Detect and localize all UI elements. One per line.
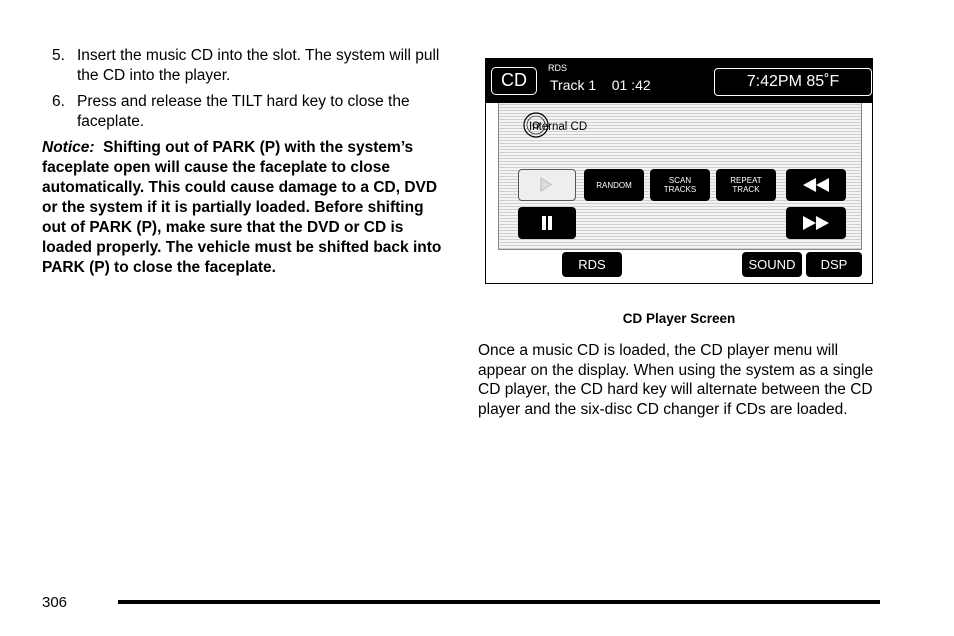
dsp-button: DSP [806,252,862,277]
repeat-track-button: REPEAT TRACK [716,169,776,201]
scan-tracks-button: SCAN TRACKS [650,169,710,201]
fast-forward-button [786,207,846,239]
notice-label: Notice: [42,139,95,156]
rewind-icon [801,178,831,192]
cd-button: CD [491,67,537,95]
figure-caption: CD Player Screen [622,311,736,326]
notice-text: Shifting out of PARK (P) with the system’s faceplate open will cause the faceplate to close automatically. This could cause damage to a CD, DVD or the system if it is partially loaded. Before shifting out of PARK (P), make sure that the DVD or CD is loaded properly. The vehicle must be shifted back into PARK (P) to close the faceplate. [42,139,442,276]
page-number: 306 [42,594,68,611]
rewind-button [786,169,846,201]
pause-button [518,207,576,239]
play-button [518,169,576,201]
cd-player-screen-illustration [485,58,873,284]
rds-indicator: RDS [548,63,568,73]
time-temp-box: 7:42PM 85˚F [714,68,872,96]
pause-icon [540,216,554,230]
disc-label: Internal CD [529,121,588,133]
fast-forward-icon [801,216,831,230]
play-icon [519,170,574,199]
left-column [42,46,442,278]
footer-rule [118,600,880,604]
random-button: RANDOM [584,169,644,201]
step-number: 5. [52,47,65,64]
notice-paragraph [42,138,442,278]
screen-top-bar [486,59,872,103]
step-5 [42,46,442,86]
step-number: 6. [52,93,65,110]
step-text: Press and release the TILT hard key to close the faceplate. [77,93,410,130]
step-6 [42,92,442,132]
track-readout: Track 1 01 :42 [550,77,651,93]
body-paragraph: Once a music CD is loaded, the CD player menu will appear on the display. When using the system as a single CD player, the CD hard key will alternate between the CD player and the six-disc CD changer if CDs are loaded. [478,342,874,418]
rds-button: RDS [562,252,622,277]
step-text: Insert the music CD into the slot. The system will pull the CD into the player. [77,47,440,84]
sound-button: SOUND [742,252,802,277]
